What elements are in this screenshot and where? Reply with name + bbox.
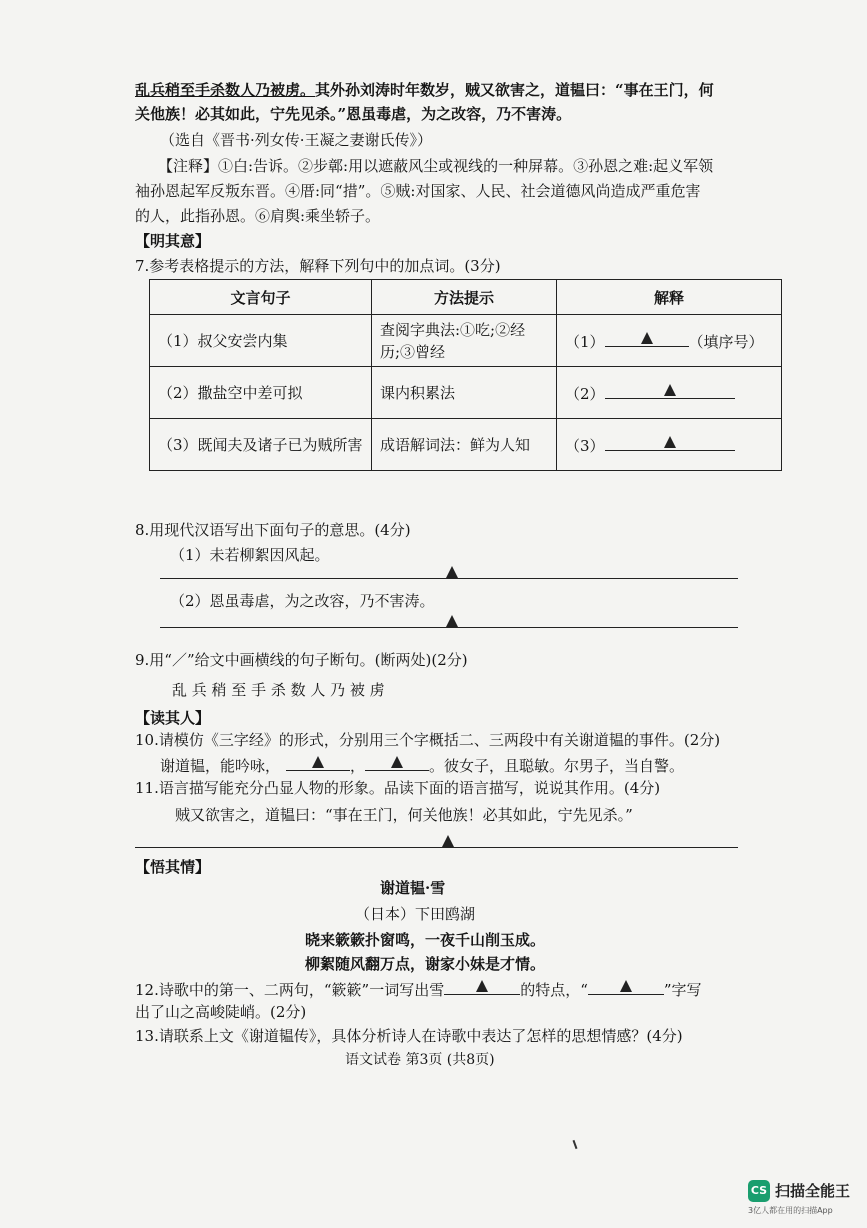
q7-sentence: （1）叔父安尝内集 xyxy=(150,315,372,367)
q7-answer-prefix: （2） xyxy=(565,384,605,403)
q12-line-2: 出了山之高峻陡峭。(2分) xyxy=(135,1003,307,1021)
triangle-icon xyxy=(391,756,403,768)
section-heading-3: 【悟其情】 xyxy=(135,858,211,876)
camscanner-tagline: 3亿人都在用的扫描App xyxy=(748,1206,833,1215)
q9-sentence: 乱 兵 稍 至 手 杀 数 人 乃 被 虏 xyxy=(172,681,385,699)
q10-text-a: 谢道韫，能吟咏， xyxy=(160,757,281,775)
q9-stem: 9.用“／”给文中画横线的句子断句。(断两处)(2分) xyxy=(135,651,468,669)
q12-text-2: 的特点，“ xyxy=(520,981,588,999)
answer-blank[interactable] xyxy=(605,382,735,399)
q7-row xyxy=(150,419,782,471)
triangle-icon xyxy=(476,980,488,992)
answer-blank[interactable] xyxy=(605,330,689,347)
camscanner-logo-icon: CS xyxy=(748,1180,770,1202)
answer-blank[interactable] xyxy=(444,978,520,995)
triangle-icon xyxy=(664,436,676,448)
q10-stem: 10.请模仿《三字经》的形式，分别用三个字概括二、三两段中有关谢道韫的事件。(2分) xyxy=(135,731,721,749)
answer-blank[interactable] xyxy=(588,978,664,995)
section-heading-2: 【读其人】 xyxy=(135,709,211,727)
q7-method: 成语解词法：鲜为人知 xyxy=(372,419,557,471)
poem-author: （日本）下田鸥湖 xyxy=(355,905,476,923)
answer-line[interactable] xyxy=(160,627,738,628)
triangle-icon xyxy=(442,835,454,847)
q13-stem: 13.请联系上文《谢道韫传》，具体分析诗人在诗歌中表达了怎样的思想情感？(4分) xyxy=(135,1027,683,1045)
q7-sentence: （2）撒盐空中差可拟 xyxy=(150,367,372,419)
answer-blank[interactable] xyxy=(365,754,429,771)
underlined-sentence: 乱兵稍至手杀数人乃被虏。 xyxy=(135,81,316,99)
q7-stem: 7.参考表格提示的方法，解释下列句中的加点词。(3分) xyxy=(135,257,501,275)
q7-header-method: 方法提示 xyxy=(372,280,557,315)
camscanner-watermark xyxy=(748,1180,866,1228)
poem-line-1: 晓来簌簌扑窗鸣，一夜千山削玉成。 xyxy=(305,931,546,949)
triangle-icon xyxy=(312,756,324,768)
triangle-icon xyxy=(620,980,632,992)
q11-stem: 11.语言描写能充分凸显人物的形象。品读下面的语言描写，说说其作用。(4分) xyxy=(135,779,661,797)
q7-answer-cell xyxy=(557,367,782,419)
q7-row xyxy=(150,315,782,367)
q7-table xyxy=(149,279,782,471)
q12-text-1: 12.诗歌中的第一、二两句，“簌簌”一词写出雪 xyxy=(135,981,445,999)
passage-line-2: 关他族！必其如此，宁先见杀。”恩虽毒虐，为之改容，乃不害涛。 xyxy=(135,105,572,123)
q7-answer-suffix: （填序号） xyxy=(688,332,764,351)
q7-row xyxy=(150,367,782,419)
q7-answer-prefix: （3） xyxy=(565,436,605,455)
q12-line-1 xyxy=(135,978,702,1000)
section-heading-1: 【明其意】 xyxy=(135,232,211,250)
q11-quote: 贼又欲害之，道韫曰：“事在王门，何关他族！必其如此，宁先见杀。” xyxy=(175,806,633,824)
note-line-1: 【注释】①白:告诉。②步鄣:用以遮蔽风尘或视线的一种屏幕。③孙恩之难:起义军领 xyxy=(158,157,714,175)
answer-blank[interactable] xyxy=(286,754,350,771)
note-line-3: 的人，此指孙恩。⑥肩舆:乘坐轿子。 xyxy=(135,207,381,225)
q7-answer-cell xyxy=(557,315,782,367)
q8-stem: 8.用现代汉语写出下面句子的意思。(4分) xyxy=(135,521,411,539)
passage-line-1 xyxy=(135,80,714,100)
q10-answer-line xyxy=(160,754,684,776)
camscanner-name: 扫描全能王 xyxy=(775,1182,851,1200)
q10-text-b: 。彼女子，且聪敏。尔男子，当自警。 xyxy=(429,757,685,775)
q12-text-3: ”字写 xyxy=(663,981,702,999)
triangle-icon xyxy=(641,332,653,344)
answer-blank[interactable] xyxy=(605,434,735,451)
q7-header-sentence: 文言句子 xyxy=(150,280,372,315)
q7-sentence: （3）既闻夫及诸子已为贼所害 xyxy=(150,419,372,471)
q7-answer-prefix: （1） xyxy=(565,332,605,351)
answer-line[interactable] xyxy=(160,578,738,579)
q7-header-row xyxy=(150,280,782,315)
q7-method: 课内积累法 xyxy=(372,367,557,419)
q8-sentence-2: （2）恩虽毒虐，为之改容，乃不害涛。 xyxy=(170,592,435,610)
passage-line-1-rest: 其外孙刘涛时年数岁，贼又欲害之，道韫曰：“事在王门，何 xyxy=(315,81,714,99)
answer-line[interactable] xyxy=(135,847,738,848)
passage-source: （选自《晋书·列女传·王凝之妻谢氏传》） xyxy=(160,131,433,149)
q7-method: 查阅字典法:①吃;②经历;③曾经 xyxy=(372,315,557,367)
note-line-2: 袖孙恩起军反叛东晋。④厝:同“措”。⑤贼:对国家、人民、社会道德风尚造成严重危害 xyxy=(135,182,701,200)
poem-line-2: 柳絮随风翻万点，谢家小妹是才情。 xyxy=(305,955,546,973)
triangle-icon xyxy=(446,566,458,578)
q7-header-answer: 解释 xyxy=(557,280,782,315)
triangle-icon xyxy=(664,384,676,396)
q8-sentence-1: （1）未若柳絮因风起。 xyxy=(170,546,330,564)
q7-answer-cell xyxy=(557,419,782,471)
page-footer: 语文试卷 第3页 (共8页) xyxy=(345,1052,495,1068)
triangle-icon xyxy=(446,615,458,627)
comma: ， xyxy=(350,757,366,775)
scan-mark xyxy=(573,1140,578,1149)
poem-title: 谢道韫·雪 xyxy=(380,879,446,897)
